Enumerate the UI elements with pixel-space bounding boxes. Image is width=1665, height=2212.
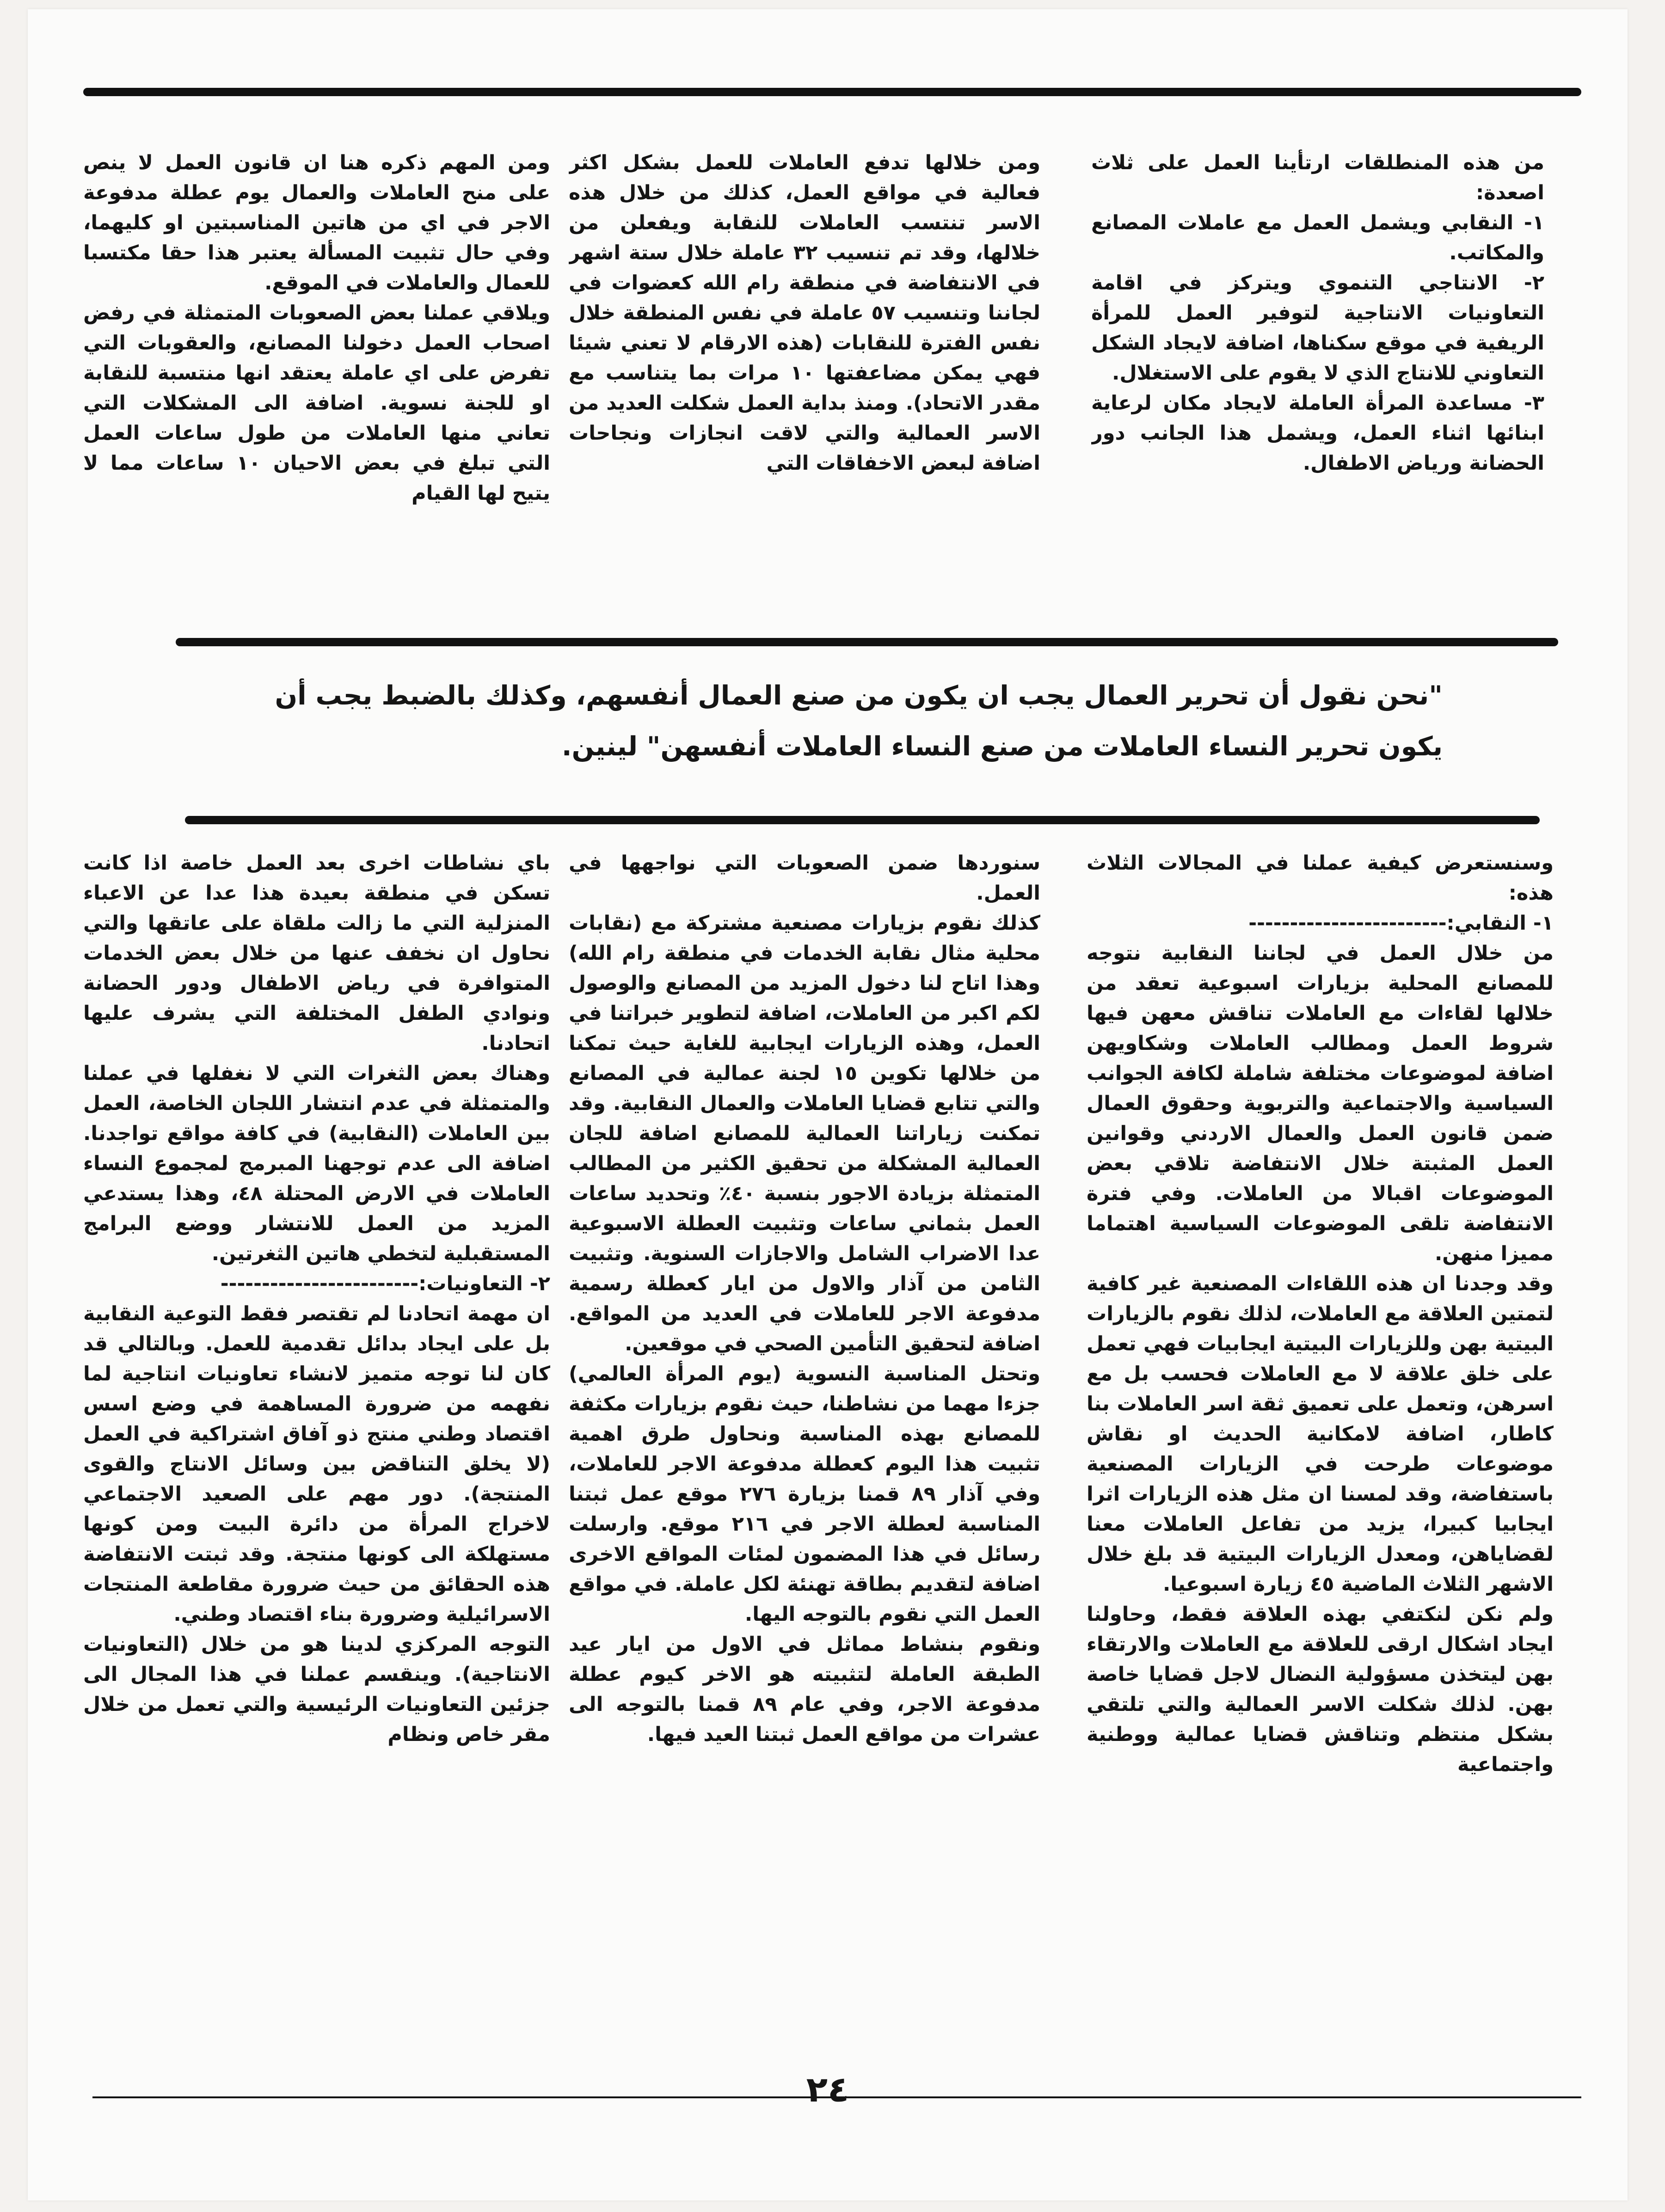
top-column-middle	[569, 148, 1040, 619]
paragraph: ١- النقابي ويشمل العمل مع عاملات المصانع والمكاتب.	[1091, 211, 1544, 264]
pull-quote	[236, 670, 1443, 772]
top-column-right	[1091, 148, 1544, 592]
paragraph: ونقوم بنشاط مماثل في الاول من ايار عيد الطبقة العاملة لتثبيته هو الاخر كيوم عطلة مدفوعة الاجر، وفي عام ٨٩ قمنا بالتوجه الى عشرات من مواقع العمل ثبتنا العيد فيها.	[569, 1633, 1040, 1746]
paragraph: من هذه المنطلقات ارتأينا العمل على ثلاث اصعدة:	[1091, 151, 1544, 204]
paragraph: سنوردها ضمن الصعوبات التي نواجهها في العمل.	[569, 852, 1040, 905]
paragraph: ولم نكن لنكتفي بهذه العلاقة فقط، وحاولنا ايجاد اشكال ارقى للعلاقة مع العاملات والارتقاء بهن ليتخذن مسؤولية النضال لاجل قضايا خاصة بهن. لذلك شكلت الاسر العمالية والتي تلتقي بشكل منتظم وتناقش قضايا عمالية ووطنية واجتماعية	[1087, 1603, 1554, 1776]
paragraph: التوجه المركزي لدينا هو من خلال (التعاونيات الانتاجية). وينقسم عملنا في هذا المجال الى جزئين التعاونيات الرئيسية والتي تعمل من خلال مقر خاص ونظام	[83, 1633, 550, 1746]
section-heading: ٢- التعاونيات:------------------------	[220, 1272, 550, 1295]
quote-bottom-rule	[185, 816, 1540, 824]
paragraph: كذلك نقوم بزيارات مصنعية مشتركة مع (نقابات محلية مثال نقابة الخدمات في منطقة رام الله) وهذا اتاح لنا دخول المزيد من المصانع والوصول لكم اكبر من العاملات، اضافة لتطوير خبراتنا في العمل، وهذه الزيارات ايجابية للغاية حيث تمكنا من خلالها تكوين ١٥ لجنة عمالية في المصانع والتي تتابع قضايا العاملات والعمال النقابية. وقد تمكنت زياراتنا العمالية للمصانع اضافة للجان العمالية المشكلة من تحقيق الكثير من المطالب المتمثلة بزيادة الاجور بنسبة ٤٠٪ وتحديد ساعات العمل بثماني ساعات وتثبيت العطلة الاسبوعية عدا الاضراب الشامل والاجازات السنوية. وتثبيت الثامن من آذار والاول من ايار كعطلة رسمية مدفوعة الاجر للعاملات في العديد من المواقع. اضافة لتحقيق التأمين الصحي في موقعين.	[569, 912, 1040, 1355]
paragraph: ومن المهم ذكره هنا ان قانون العمل لا ينص على منح العاملات والعمال يوم عطلة مدفوعة الاجر في اي من هاتين المناسبتين او كليهما، وفي حال تثبيت المسألة يعتبر هذا حقا مكتسبا للعمال والعاملات في الموقع.	[83, 151, 550, 294]
paragraph: باي نشاطات اخرى بعد العمل خاصة اذا كانت تسكن في منطقة بعيدة هذا عدا عن الاعباء المنزلية التي ما زالت ملقاة على عاتقها والتي نحاول ان نخفف عنها من خلال بعض الخدمات المتوافرة في رياض الاطفال ودور الحضانة ونوادي الطفل المختلفة التي يشرف عليها اتحادنا.	[83, 852, 550, 1055]
bottom-column-right	[1087, 848, 1554, 2096]
bottom-column-middle	[569, 848, 1040, 2096]
paragraph: ان مهمة اتحادنا لم تقتصر فقط التوعية النقابية بل على ايجاد بدائل تقدمية للعمل. وبالتالي قد كان لنا توجه متميز لانشاء تعاونيات انتاجية لما نفهمه من ضرورة المساهمة في وضع اسس اقتصاد وطني منتج ذو آفاق اشتراكية في العمل (لا يخلق التناقض بين وسائل الانتاج والقوى المنتجة). دور مهم على الصعيد الاجتماعي لاخراج المرأة من دائرة البيت ومن كونها مستهلكة الى كونها منتجة. وقد ثبتت الانتفاضة هذه الحقائق من حيث ضرورة مقاطعة المنتجات الاسرائيلية وضرورة بناء اقتصاد وطني.	[83, 1302, 550, 1626]
paragraph: وسنستعرض كيفية عملنا في المجالات الثلاث هذه:	[1087, 852, 1554, 905]
quote-line: "نحن نقول أن تحرير العمال يجب ان يكون من صنع العمال أنفسهم، وكذلك بالضبط يجب أن	[275, 680, 1443, 711]
top-rule	[83, 88, 1581, 96]
paragraph: من خلال العمل في لجاننا النقابية نتوجه للمصانع المحلية بزيارات اسبوعية تعقد من خلالها لقاءات مع العاملات تناقش معهن فيها شروط العمل ومطالب العاملات وشكاويهن اضافة لموضوعات مختلفة شاملة لكافة الجوانب السياسية والاجتماعية والتربوية وحقوق العمال ضمن قانون العمل والعمال الاردني وقوانين العمل المثبتة خلال الانتفاضة تلاقي بعض الموضوعات اقبالا من العاملات. وفي فترة الانتفاضة تلقى الموضوعات السياسية اهتماما مميزا منهن.	[1087, 942, 1554, 1265]
magazine-page	[28, 9, 1628, 2200]
top-column-left	[83, 148, 550, 619]
bottom-column-left	[83, 848, 550, 2096]
paragraph: ٢- الانتاجي التنموي ويتركز في اقامة التعاونيات الانتاجية لتوفير العمل للمرأة الريفية في موقع سكناها، اضافة لايجاد الشكل التعاوني للانتاج الذي لا يقوم على الاستغلال.	[1091, 271, 1544, 385]
paragraph: ويلاقي عملنا بعض الصعوبات المتمثلة في رفض اصحاب العمل دخولنا المصانع، والعقوبات التي تفرض على اي عاملة يعتقد انها منتسبة للنقابة او للجنة نسوية. اضافة الى المشكلات التي تعاني منها العاملات من طول ساعات العمل التي تبلغ في بعض الاحيان ١٠ ساعات مما لا يتيح لها القيام	[83, 301, 550, 505]
section-heading: ١- النقابي:------------------------	[1248, 912, 1554, 935]
page-number: ٢٤	[806, 2069, 849, 2110]
paragraph: ٣- مساعدة المرأة العاملة لايجاد مكان لرعاية ابنائها اثناء العمل، ويشمل هذا الجانب دور الحضانة ورياض الاطفال.	[1091, 392, 1544, 475]
paragraph: وتحتل المناسبة النسوية (يوم المرأة العالمي) جزءا مهما من نشاطنا، حيث نقوم بزيارات مكثفة للمصانع بهذه المناسبة ونحاول طرق اهمية تثبيت هذا اليوم كعطلة مدفوعة الاجر للعاملات، وفي آذار ٨٩ قمنا بزيارة ٢٧٦ موقع عمل ثبتنا المناسبة لعطلة الاجر في ٢١٦ موقع. وارسلت رسائل في هذا المضمون لمئات المواقع الاخرى اضافة لتقديم بطاقة تهنئة لكل عاملة. في مواقع العمل التي نقوم بالتوجه اليها.	[569, 1362, 1040, 1626]
paragraph: وقد وجدنا ان هذه اللقاءات المصنعية غير كافية لتمتين العلاقة مع العاملات، لذلك نقوم بالزيارات البيتية بهن وللزيارات البيتية ايجابيات فهي تعمل على خلق علاقة لا مع العاملات فحسب بل مع اسرهن، وتعمل على تعميق ثقة اسر العاملات بنا كاطار، اضافة لامكانية الحديث او نقاش موضوعات طرحت في الزيارات المصنعية باستفاضة، وقد لمسنا ان مثل هذه الزيارات اثرا ايجابيا كبيرا، يزيد من تفاعل العاملات معنا لقضاياهن، ومعدل الزيارات البيتية قد بلغ خلال الاشهر الثلاث الماضية ٤٥ زيارة اسبوعيا.	[1087, 1272, 1554, 1596]
paragraph: وهناك بعض الثغرات التي لا نغفلها في عملنا والمتمثلة في عدم انتشار اللجان الخاصة، العمل بين العاملات (النقابية) في كافة مواقع تواجدنا. اضافة الى عدم توجهنا المبرمج لمجموع النساء العاملات في الارض المحتلة ٤٨، وهذا يستدعي المزيد من العمل للانتشار ووضع البرامج المستقبلية لتخطي هاتين الثغرتين.	[83, 1062, 550, 1265]
quote-top-rule	[176, 638, 1558, 646]
paragraph: ومن خلالها تدفع العاملات للعمل بشكل اكثر فعالية في مواقع العمل، كذلك من خلال هذه الاسر تنتسب العاملات للنقابة ويفعلن من خلالها، وقد تم تنسيب ٣٢ عاملة خلال ستة اشهر في الانتفاضة في منطقة رام الله كعضوات في لجاننا وتنسيب ٥٧ عاملة في نفس المنطقة خلال نفس الفترة للنقابات (هذه الارقام لا تعني شيئا فهي يمكن مضاعفتها ١٠ مرات بما يتناسب مع مقدر الاتحاد). ومنذ بداية العمل شكلت العديد من الاسر العمالية والتي لاقت انجازات ونجاحات اضافة لبعض الاخفاقات التي	[569, 151, 1040, 475]
quote-line: يكون تحرير النساء العاملات من صنع النساء العاملات أنفسهن" لينين.	[561, 731, 1443, 762]
